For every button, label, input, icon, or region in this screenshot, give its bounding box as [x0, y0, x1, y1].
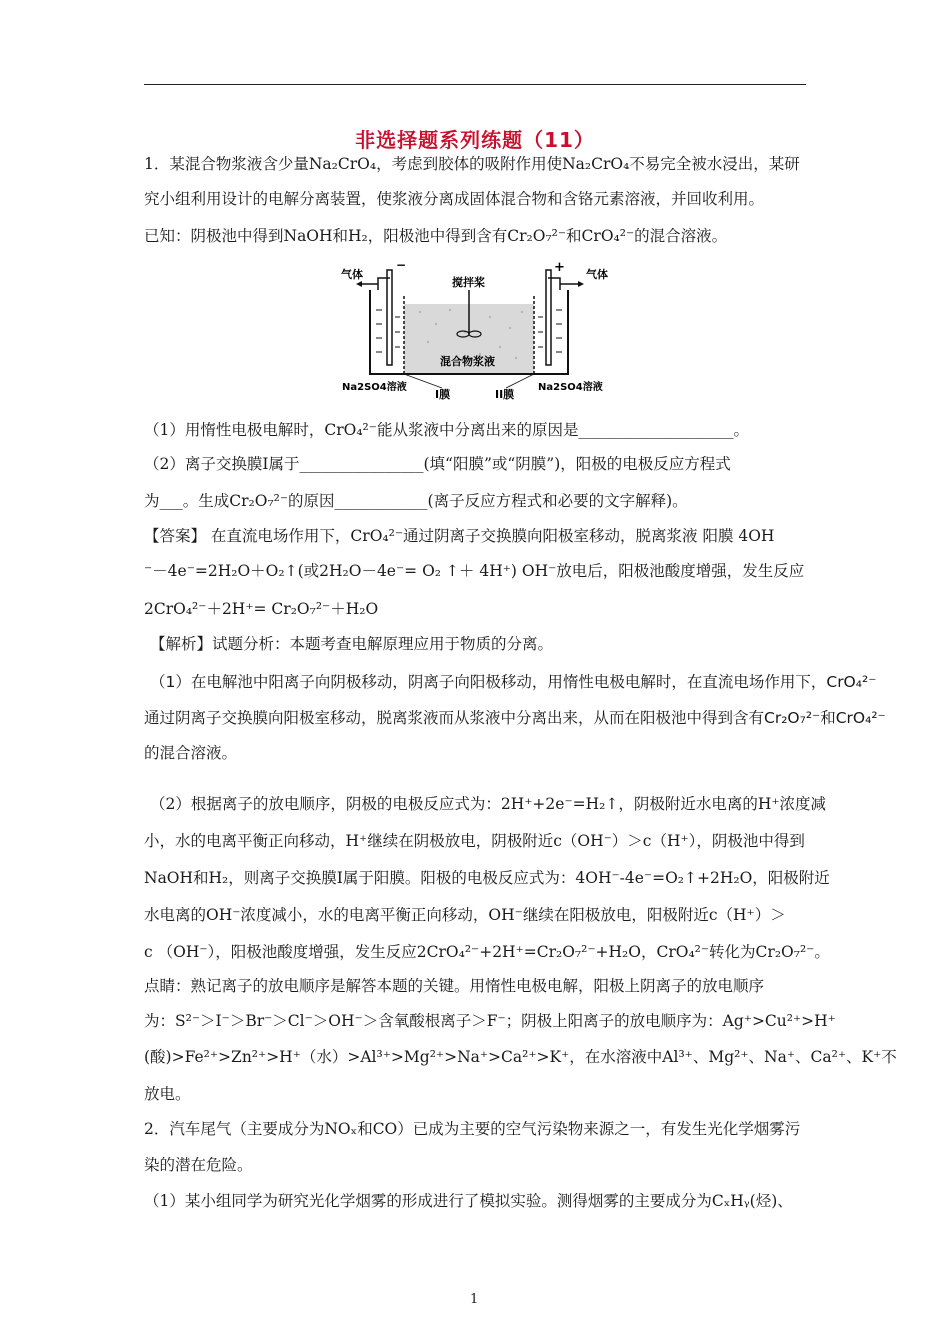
gas-label-right: 气体: [586, 268, 608, 281]
analysis-intro: 【解析】试题分析：本题考查电解原理应用于物质的分离。: [150, 635, 554, 653]
header-rule: [144, 84, 806, 85]
answer-line-2: ⁻－4e⁻=2H₂O＋O₂↑(或2H₂O－4e⁻= O₂ ↑＋ 4H⁺) OH⁻放电后，阳极池酸度增强，发生反应: [144, 562, 805, 580]
tip-line-4: 放电。: [144, 1085, 191, 1103]
analysis-1-line-1: （1）在电解池中阳离子向阴极移动，阴离子向阳极移动，用惰性电极电解时，在直流电场作用下，CrO₄²⁻: [150, 673, 877, 691]
q1-line-2: 究小组利用设计的电解分离装置，使浆液分离成固体混合物和含铬元素溶液，并回收利用。: [144, 190, 765, 208]
q1-sub1: （1）用惰性电极电解时，CrO₄²⁻能从浆液中分离出来的原因是____________________。: [144, 421, 749, 439]
q2-sub1-line-1: （1）某小组同学为研究光化学烟雾的形成进行了模拟实验。测得烟雾的主要成分为CₓHᵧ(烃)、: [144, 1192, 793, 1210]
membrane-2-label: II膜: [495, 388, 515, 401]
analysis-2-line-4: 水电离的OH⁻浓度减小，水的电离平衡正向移动，OH⁻继续在阳极放电，阳极附近c（H⁺）＞: [144, 906, 786, 924]
page-number: 1: [470, 1292, 479, 1307]
analysis-2-line-3: NaOH和H₂，则离子交换膜Ⅰ属于阳膜。阳极的电极反应式为：4OH⁻-4e⁻=O₂↑+2H₂O，阳极附近: [144, 869, 830, 887]
analysis-2-line-2: 小，水的电离平衡正向移动，H⁺继续在阴极放电，阴极附近c（OH⁻）＞c（H⁺），阴极池中得到: [144, 832, 805, 850]
membrane-1-label: I膜: [435, 388, 451, 401]
gas-label-left: 气体: [341, 268, 363, 281]
analysis-1-line-2: 通过阴离子交换膜向阳极室移动，脱离浆液而从浆液中分离出来，从而在阳极池中得到含有Cr₂O₇²⁻和CrO₄²⁻: [144, 709, 886, 727]
slurry-label: 混合物浆液: [440, 355, 495, 368]
tip-line-3: (酸)>Fe²⁺>Zn²⁺>H⁺（水）>Al³⁺>Mg²⁺>Na⁺>Ca²⁺>K⁺，在水溶液中Al³⁺、Mg²⁺、Na⁺、Ca²⁺、K⁺不: [144, 1048, 897, 1066]
minus-sign: −: [396, 262, 407, 272]
solution-label-left: Na2SO4溶液: [342, 382, 407, 393]
answer-line-3: 2CrO₄²⁻＋2H⁺= Cr₂O₇²⁻＋H₂O: [144, 600, 379, 618]
plus-sign: +: [554, 262, 565, 275]
answer-line-1: 【答案】 在直流电场作用下，CrO₄²⁻通过阴离子交换膜向阳极室移动，脱离浆液 阳膜 4OH: [144, 527, 775, 545]
q1-sub2-line-2: 为___。生成Cr₂O₇²⁻的原因____________(离子反应方程式和必要的文字解释)。: [144, 492, 688, 510]
q1-line-3: 已知：阴极池中得到NaOH和H₂，阳极池中得到含有Cr₂O₇²⁻和CrO₄²⁻的混合溶液。: [144, 227, 728, 245]
page-title: 非选择题系列练题（11）: [355, 128, 595, 152]
solution-label-right: Na2SO4溶液: [538, 382, 603, 393]
stirrer-label: 搅拌桨: [452, 276, 485, 289]
analysis-2-line-1: （2）根据离子的放电顺序，阴极的电极反应式为：2H⁺+2e⁻=H₂↑，阴极附近水电离的H⁺浓度减: [150, 795, 827, 813]
q1-line-1: 1．某混合物浆液含少量Na₂CrO₄，考虑到胶体的吸附作用使Na₂CrO₄不易完全被水浸出，某研: [144, 155, 800, 173]
q2-line-1: 2．汽车尾气（主要成分为NOₓ和CO）已成为主要的空气污染物来源之一，有发生光化学烟雾污: [144, 1120, 801, 1138]
tip-line-2: 为：S²⁻＞I⁻＞Br⁻＞Cl⁻＞OH⁻＞含氧酸根离子＞F⁻；阴极上阳离子的放电顺序为：Ag⁺>Cu²⁺>H⁺: [144, 1012, 836, 1030]
electrolysis-apparatus-figure: [340, 262, 615, 405]
analysis-2-line-5: c （OH⁻），阳极池酸度增强，发生反应2CrO₄²⁻+2H⁺=Cr₂O₇²⁻+H₂O，CrO₄²⁻转化为Cr₂O₇²⁻。: [144, 943, 830, 961]
analysis-1-line-3: 的混合溶液。: [144, 744, 238, 762]
tip-line-1: 点睛：熟记离子的放电顺序是解答本题的关键。用惰性电极电解，阳极上阴离子的放电顺序: [144, 977, 765, 995]
q2-line-2: 染的潜在危险。: [144, 1156, 253, 1174]
q1-sub2-line-1: （2）离子交换膜Ⅰ属于________________(填“阳膜”或“阴膜”)，阳极的电极反应方程式: [144, 455, 731, 473]
